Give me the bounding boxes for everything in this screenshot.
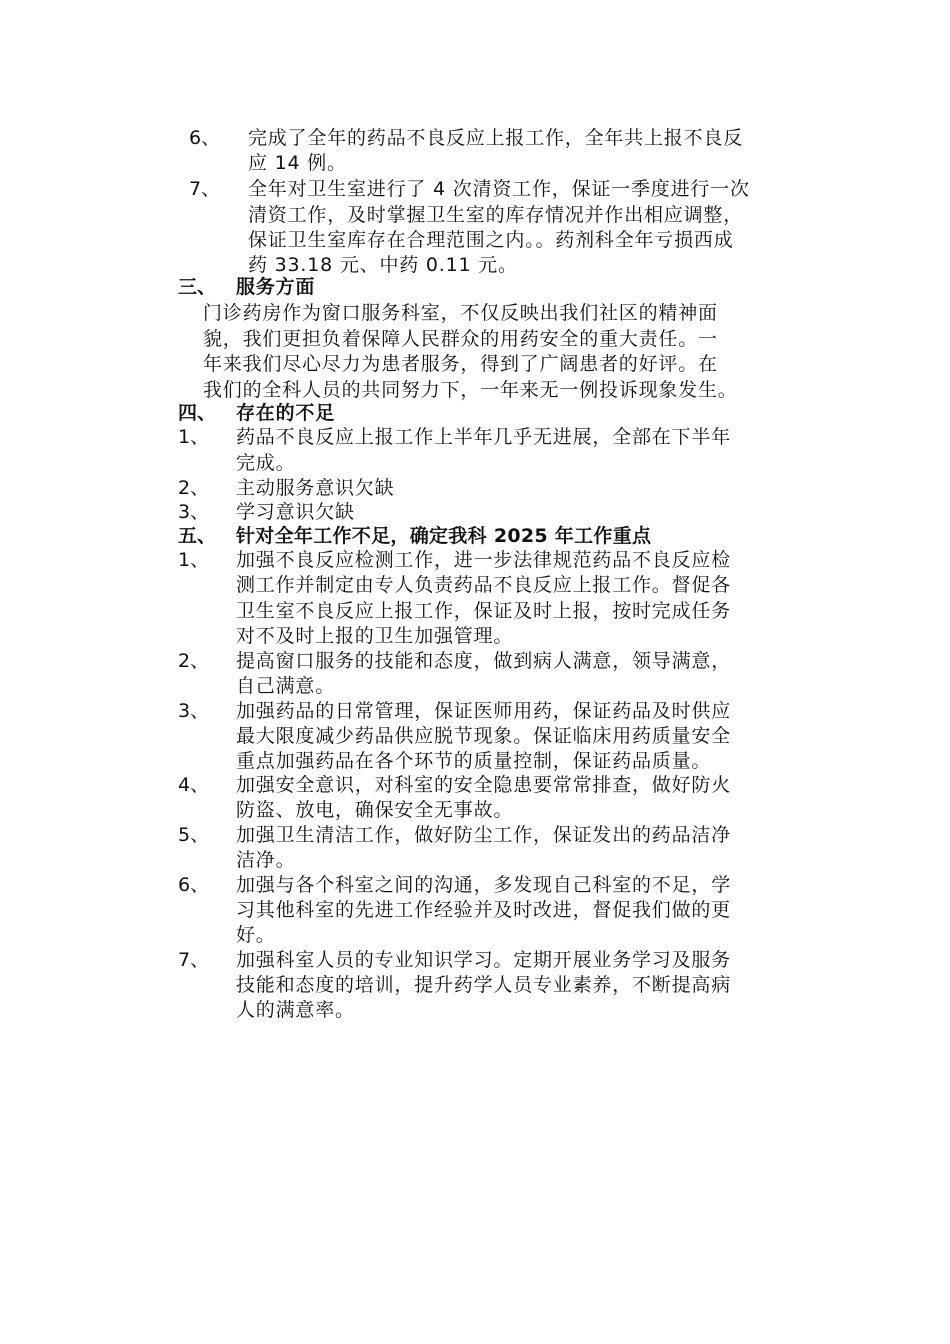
paragraph-line: 貌，我们更担负着保障人民群众的用药安全的重大责任。一: [203, 328, 718, 350]
list-item-line: 技能和态度的培训，提升药学人员专业素养，不断提高病: [236, 974, 732, 996]
list-item-line: 完成了全年的药品不良反应上报工作，全年共上报不良反: [248, 127, 744, 149]
list-item-line: 全年对卫生室进行了 4 次清资工作，保证一季度进行一次: [248, 178, 750, 200]
section-heading: 服务方面: [236, 276, 316, 298]
list-item-line: 测工作并制定由专人负责药品不良反应上报工作。督促各: [236, 574, 732, 596]
paragraph-line: 我们的全科人员的共同努力下，一年来无一例投诉现象发生。: [203, 379, 738, 401]
list-item-line: 人的满意率。: [236, 999, 355, 1021]
list-item-line: 保证卫生室库存在合理范围之内。。药剂科全年亏损西成: [248, 229, 734, 251]
paragraph-line: 门诊药房作为窗口服务科室，不仅反映出我们社区的精神面: [203, 302, 718, 324]
list-item-number: 6、: [189, 127, 221, 149]
section-heading: 针对全年工作不足，确定我科 2025 年工作重点: [236, 525, 652, 547]
list-item-line: 防盗、放电，确保安全无事故。: [236, 799, 514, 821]
section-number: 五、: [178, 525, 217, 547]
list-item-line: 对不及时上报的卫生加强管理。: [236, 625, 514, 647]
list-item-line: 习其他科室的先进工作经验并及时改进，督促我们做的更: [236, 899, 732, 921]
section-heading: 存在的不足: [236, 402, 336, 424]
paragraph-line: 年来我们尽心尽力为患者服务，得到了广阔患者的好评。在: [203, 353, 718, 375]
list-item-line: 加强卫生清洁工作，做好防尘工作，保证发出的药品洁净: [236, 824, 732, 846]
list-item-line: 洁净。: [236, 849, 296, 871]
list-item-line: 应 14 例。: [248, 152, 347, 174]
list-item-number: 1、: [178, 426, 210, 448]
list-item-number: 1、: [178, 549, 210, 571]
list-item-line: 最大限度减少药品供应脱节现象。保证临床用药质量安全: [236, 725, 732, 747]
list-item-line: 重点加强药品在各个环节的质量控制，保证药品质量。: [236, 750, 712, 772]
list-item-line: 加强药品的日常管理，保证医师用药，保证药品及时供应: [236, 700, 732, 722]
list-item-number: 4、: [178, 774, 210, 796]
list-item-line: 完成。: [236, 452, 296, 474]
list-item-line: 加强与各个科室之间的沟通，多发现自己科室的不足，学: [236, 874, 732, 896]
list-item-number: 2、: [178, 477, 210, 499]
list-item-number: 3、: [178, 700, 210, 722]
list-item-number: 3、: [178, 501, 210, 523]
list-item-number: 7、: [178, 949, 210, 971]
list-item-line: 提高窗口服务的技能和态度，做到病人满意，领导满意，: [236, 650, 732, 672]
list-item-line: 自己满意。: [236, 675, 336, 697]
list-item-line: 好。: [236, 924, 276, 946]
list-item-line: 加强安全意识，对科室的安全隐患要常常排查，做好防火: [236, 774, 732, 796]
list-item-number: 6、: [178, 874, 210, 896]
list-item-line: 加强科室人员的专业知识学习。定期开展业务学习及服务: [236, 949, 732, 971]
list-item-line: 药品不良反应上报工作上半年几乎无进展，全部在下半年: [236, 426, 732, 448]
list-item-line: 清资工作，及时掌握卫生室的库存情况并作出相应调整，: [248, 204, 744, 226]
list-item-line: 卫生室不良反应上报工作，保证及时上报，按时完成任务: [236, 600, 732, 622]
list-item-line: 主动服务意识欠缺: [236, 477, 395, 499]
list-item-number: 7、: [189, 178, 221, 200]
section-number: 三、: [178, 276, 217, 298]
list-item-line: 加强不良反应检测工作，进一步法律规范药品不良反应检: [236, 549, 732, 571]
list-item-line: 药 33.18 元、中药 0.11 元。: [248, 254, 518, 276]
section-number: 四、: [178, 402, 217, 424]
list-item-number: 2、: [178, 650, 210, 672]
list-item-line: 学习意识欠缺: [236, 501, 355, 523]
list-item-number: 5、: [178, 824, 210, 846]
